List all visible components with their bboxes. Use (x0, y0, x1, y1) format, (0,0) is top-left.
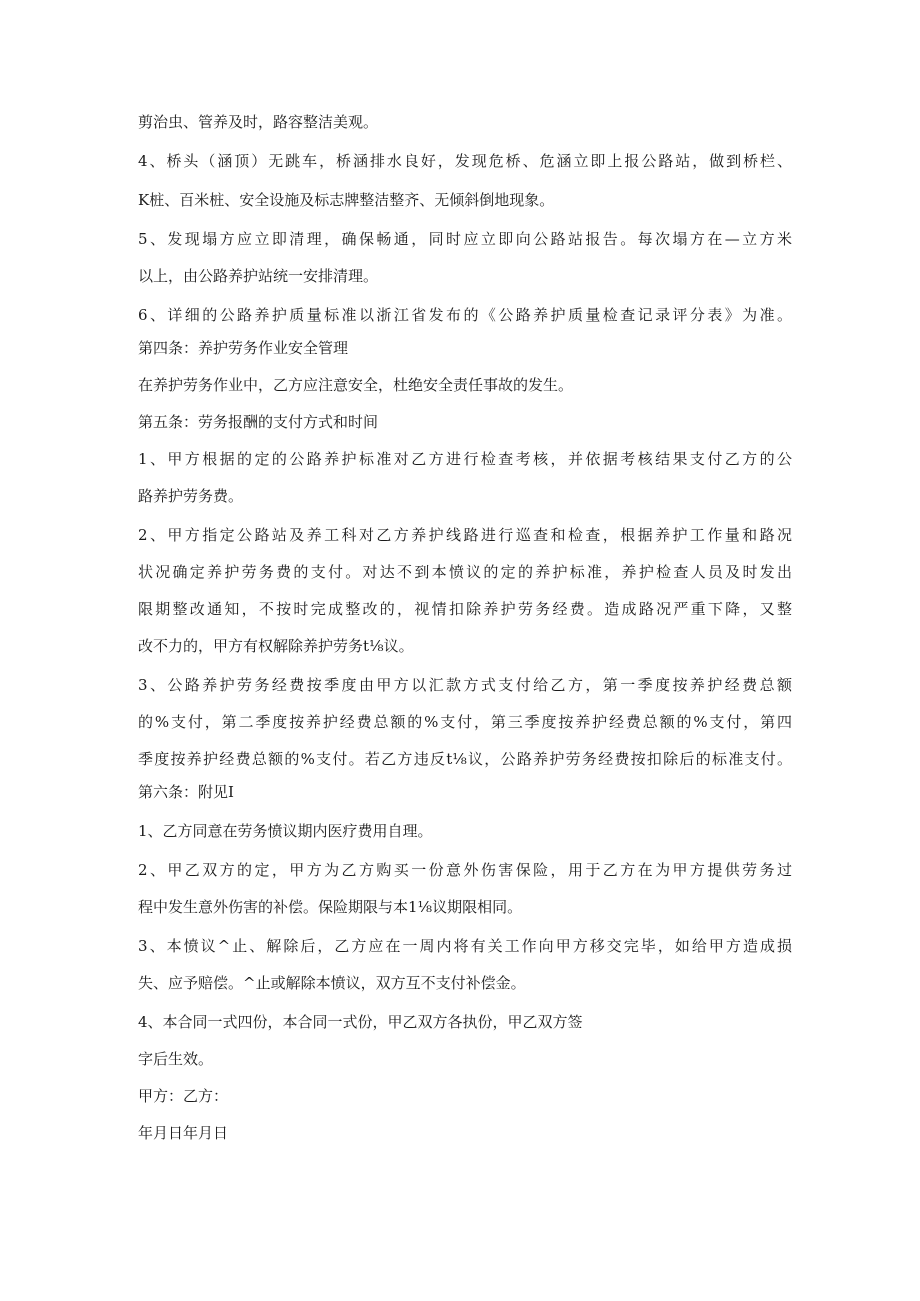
article-6-item-4-line-1: 4、本合同一式四份，本合同一式份，甲乙双方各执份，甲乙双方签 (138, 1013, 583, 1031)
article-5-item-2-line-1: 2、甲方指定公路站及养工科对乙方养护线路进行巡查和检查，根据养护工作量和路况 (138, 526, 792, 544)
article-5-item-3-line-1: 3、公路养护劳务经费按季度由甲方以汇款方式支付给乙方，第一季度按养护经费总额 (138, 676, 792, 694)
article-6-heading: 第六条：附见I (138, 783, 234, 801)
article-6-item-2-line-1: 2、甲乙双方的定，甲方为乙方购买一份意外伤害保险，用于乙方在为甲方提供劳务过 (138, 861, 792, 879)
article-5-item-1-line-1: 1、甲方根据的定的公路养护标准对乙方进行检查考核，并依据考核结果支付乙方的公 (138, 450, 792, 468)
article-5-item-2-line-3: 限期整改通知，不按时完成整改的，视情扣除养护劳务经费。造成路况严重下降，又整 (138, 600, 792, 618)
article-5-item-3-line-3: 季度按养护经费总额的%支付。若乙方违反t⅛议，公路养护劳务经费按扣除后的标准支付。 (138, 750, 792, 768)
article-6-item-4-line-2: 字后生效。 (138, 1050, 214, 1068)
clause-5-line-2: 以上，由公路养护站统一安排清理。 (138, 267, 379, 285)
article-5-item-1-line-2: 路养护劳务费。 (138, 487, 244, 505)
clause-4-line-2: K桩、百米桩、安全设施及标志牌整洁整齐、无倾斜倒地现象。 (138, 191, 555, 209)
document-body (138, 112, 792, 1143)
signature-parties: 甲方：乙方： (138, 1087, 229, 1105)
article-6-item-2-line-2: 程中发生意外伤害的补偿。保险期限与本1⅛议期限相同。 (138, 898, 523, 916)
signature-dates: 年月日年月日 (138, 1124, 229, 1142)
article-4-heading: 第四条：养护劳务作业安全管理 (138, 339, 349, 357)
clause-4-line-1: 4、桥头（涵顶）无跳车，桥涵排水良好，发现危桥、危涵立即上报公路站，做到桥栏、 (138, 152, 792, 170)
article-5-item-3-line-2: 的%支付，第二季度按养护经费总额的%支付，第三季度按养护经费总额的%支付，第四 (138, 713, 792, 731)
text-line: 剪治虫、管养及时，路容整洁美观。 (138, 113, 379, 131)
article-6-item-1: 1、乙方同意在劳务愤议期内医疗费用自理。 (138, 822, 433, 840)
article-5-heading: 第五条：劳务报酬的支付方式和时间 (138, 413, 379, 431)
clause-5-line-1: 5、发现塌方应立即清理，确保畅通，同时应立即向公路站报告。每次塌方在—立方米 (138, 230, 792, 248)
clause-6-line-1: 6、详细的公路养护质量标准以浙江省发布的《公路养护质量检查记录评分表》为准。 (138, 306, 792, 324)
article-5-item-2-line-2: 状况确定养护劳务费的支付。对达不到本愤议的定的养护标准，养护检查人员及时发出 (138, 563, 792, 581)
article-6-item-3-line-2: 失、应予赔偿。^止或解除本愤议，双方互不支付补偿金。 (138, 974, 526, 992)
article-5-item-2-line-4: 改不力的，甲方有权解除养护劳务t⅛议。 (138, 637, 414, 655)
article-4-text: 在养护劳务作业中，乙方应注意安全，杜绝安全责任事故的发生。 (138, 376, 574, 394)
article-6-item-3-line-1: 3、本愤议^止、解除后，乙方应在一周内将有关工作向甲方移交完毕，如给甲方造成损 (138, 937, 792, 955)
